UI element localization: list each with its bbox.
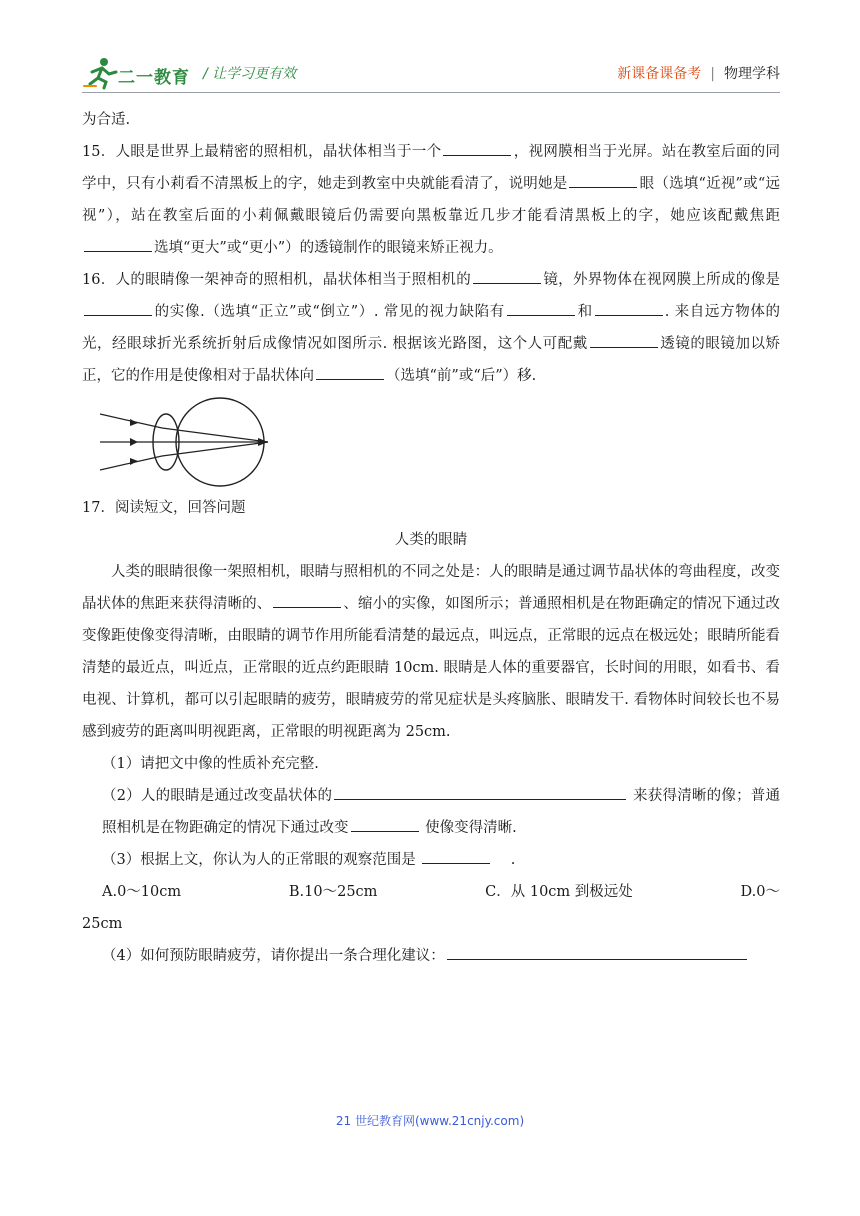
runner-logo-icon — [82, 56, 122, 90]
document-body — [82, 104, 780, 972]
answer-blank[interactable] — [351, 813, 419, 832]
q15-text-4: 选填“更大”或“更小”）的透镜制作的眼镜来矫正视力。 — [154, 240, 503, 256]
logo — [82, 56, 202, 90]
sub-question-1: （1）请把文中像的性质补充完整. — [102, 756, 319, 772]
option-d-wrap: 25cm — [82, 916, 123, 932]
sub-question-4 — [82, 940, 780, 972]
answer-blank[interactable] — [273, 589, 341, 608]
sub3-text-2: . — [510, 852, 516, 868]
q16-text-2: 镜，外界物体在视网膜上所成的像是 — [543, 272, 781, 288]
option-d[interactable]: D.0～ — [740, 884, 780, 900]
question-16 — [82, 264, 780, 392]
passage-body — [82, 556, 780, 748]
header-course-label: 新课备课备考 — [617, 66, 702, 82]
q16-text-4: 和 — [576, 304, 593, 320]
q15-text-1: 15．人眼是世界上最精密的照相机，晶状体相当于一个 — [82, 144, 442, 160]
q16-text-1: 16．人的眼睛像一架神奇的照相机，晶状体相当于照相机的 — [82, 272, 472, 288]
answer-blank[interactable] — [507, 297, 575, 316]
q15-text-2: ，视网膜相当于光屏。站在教室后面的同学中，只有小莉看不清黑板上的字，她走到教室中央就能看清了，说明她是 — [82, 144, 780, 192]
answer-blank[interactable] — [447, 941, 747, 960]
answer-blank[interactable] — [334, 781, 626, 800]
q16-text-7: （选填“前”或“后”）移. — [386, 368, 537, 384]
q16-text-5: . 来自远方物体的光，经眼球折光系统折射后成像情况如图所示. 根据该光路图，这个人可配戴 — [82, 304, 780, 352]
answer-blank[interactable] — [590, 329, 658, 348]
q15-text-3: 眼（选填“近视”或“远视”），站在教室后面的小莉佩戴眼镜后仍需要向黑板靠近几步才能看清黑板上的字，她应该配戴焦距 — [82, 176, 780, 224]
logo-text: 二一教育 — [118, 68, 190, 88]
answer-blank[interactable] — [84, 297, 152, 316]
sub2-text-2: 来获得清晰的像；普通照相机是在物距确定的情况下通过改变 — [102, 788, 781, 836]
sub-question-3 — [82, 844, 780, 876]
answer-blank[interactable] — [443, 137, 511, 156]
page-header — [82, 56, 780, 92]
header-right — [617, 63, 780, 83]
question-17-intro: 17．阅读短文，回答问题 — [82, 500, 246, 516]
sub-question-2 — [82, 780, 780, 844]
option-c[interactable]: C．从 10cm 到极远处 — [485, 884, 633, 900]
option-b[interactable]: B.10～25cm — [288, 884, 378, 900]
q16-text-6: 透镜的眼镜加以矫正，它的作用是使像相对于晶状体向 — [82, 336, 781, 384]
header-slogan: / 让学习更有效 — [203, 66, 297, 82]
passage-title: 人类的眼睛 — [394, 532, 468, 548]
header-subject-label: 物理学科 — [724, 66, 780, 82]
option-a[interactable]: A.0～10cm — [102, 884, 182, 900]
answer-blank[interactable] — [84, 233, 152, 252]
sub2-text-3: 使像变得清晰. — [425, 820, 517, 836]
choice-options — [82, 876, 780, 908]
passage-text-1: 人类的眼睛很像一架照相机，眼睛与照相机的不同之处是：人的眼睛是通过调节晶状体的弯曲程度，改变晶状体的焦距来获得清晰的、 — [82, 564, 780, 612]
q16-text-3: 的实像.（选填“正立”或“倒立”）. 常见的视力缺陷有 — [154, 304, 505, 320]
sub3-text-1: （3）根据上文，你认为人的正常眼的观察范围是 — [102, 852, 416, 868]
header-divider — [82, 92, 780, 93]
eye-diagram-svg — [82, 396, 282, 488]
sub2-text-1: （2）人的眼睛是通过改变晶状体的 — [102, 788, 333, 804]
passage-text-2: 、缩小的实像，如图所示；普通照相机是在物距确定的情况下通过改变像距使像变得清晰，由眼睛的调节作用所能看清楚的最远点，叫远点，正常眼的远点在极远处；眼睛所能看清楚的最近点，叫近点，正常眼的近点约距眼睛 10cm. 眼睛是人体的重要器官，长时间的用眼，如看书、看电视、计算机，都可以引起眼睛的疲劳，眼睛疲劳的常见症状是头疼脑胀、眼睛发干. 看物体时间较长也不易感到疲劳的距离叫明视距离，正常眼的明视距离为 25cm. — [82, 596, 781, 740]
answer-blank[interactable] — [569, 169, 637, 188]
page-footer: 21 世纪教育网(www.21cnjy.com) — [335, 1114, 525, 1128]
answer-blank[interactable] — [473, 265, 541, 284]
eye-ray-diagram — [82, 396, 780, 488]
question-15 — [82, 136, 780, 264]
header-separator: | — [710, 66, 715, 82]
answer-blank[interactable] — [595, 297, 663, 316]
q14-tail: 为合适. — [82, 112, 131, 128]
answer-blank[interactable] — [422, 845, 490, 864]
sub4-text: （4）如何预防眼睛疲劳，请你提出一条合理化建议： — [102, 948, 445, 964]
answer-blank[interactable] — [316, 361, 384, 380]
